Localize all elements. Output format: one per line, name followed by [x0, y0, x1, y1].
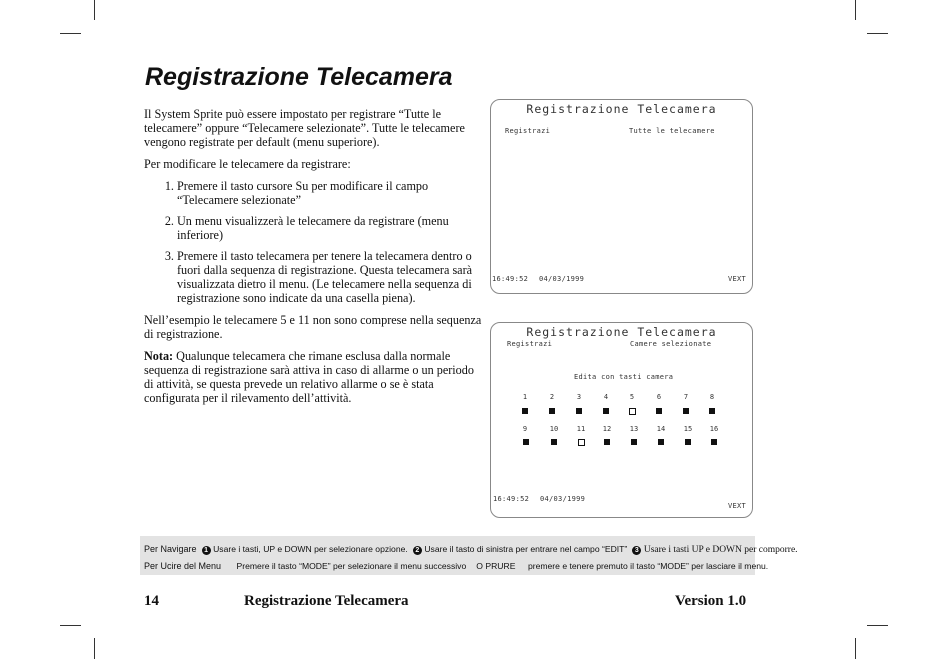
- camera-grid: [491, 323, 752, 517]
- steps-list: [144, 179, 484, 305]
- camera-status-box: [709, 408, 715, 414]
- camera-status-box: [656, 408, 662, 414]
- camera-number: 7: [683, 393, 689, 401]
- camera-status-box: [551, 439, 557, 445]
- note-paragraph: [144, 349, 484, 405]
- footer-version: Version 1.0: [675, 593, 747, 609]
- note-text: Qualunque telecamera che rimane esclusa dalla normale sequenza di registrazione sarà attiva in caso di allarme o un periodo di attività, se questa prevede un relativo allarme o se è stata configurata per il rilevamento dell’attività.: [144, 349, 474, 405]
- edit-instruction: Edita con tasti camera: [574, 373, 674, 381]
- navigate-row: [144, 544, 798, 555]
- camera-status-box: [578, 439, 585, 446]
- screen-date: 04/03/1999: [539, 275, 585, 283]
- modify-intro: Per modificare le telecamere da registrare:: [144, 157, 351, 171]
- step-item: 3. Premere il tasto telecamera per tenere la telecamera dentro o fuori dalla sequenza di registrazione. Questa telecamera sarà visualizzata dietro il menu. (Le telecamere nella sequenza di registrazione sono indicate da una casella piena).: [177, 249, 484, 305]
- note-label: Nota:: [144, 349, 174, 363]
- exit-row: [144, 561, 768, 571]
- camera-number: 14: [656, 425, 666, 433]
- page-number: 14: [144, 593, 159, 609]
- camera-status-box: [683, 408, 689, 414]
- camera-status-box: [549, 408, 555, 414]
- navigate-step-3: Usare i tasti UP e DOWN per comporre.: [643, 545, 798, 555]
- crop-mark: [60, 33, 81, 34]
- camera-number: 8: [709, 393, 715, 401]
- camera-status-box: [523, 439, 529, 445]
- body-text: [144, 107, 484, 413]
- page-title: Registrazione Telecamera: [145, 63, 453, 91]
- crop-mark: [867, 625, 888, 626]
- record-field-value: Camere selezionate: [630, 340, 712, 348]
- camera-number: 2: [549, 393, 555, 401]
- crop-mark: [60, 625, 81, 626]
- camera-number: 1: [522, 393, 528, 401]
- crop-mark: [855, 0, 856, 20]
- exit-label: Per Ucire del Menu: [144, 561, 222, 571]
- camera-number: 3: [576, 393, 582, 401]
- camera-number: 12: [602, 425, 612, 433]
- camera-status-box: [685, 439, 691, 445]
- screen-time: 16:49:52: [492, 275, 529, 283]
- exit-step-2: premere e tenere premuto il tasto “MODE” per lasciare il menu.: [527, 561, 769, 571]
- camera-status-box: [631, 439, 637, 445]
- camera-status-box: [522, 408, 528, 414]
- screen-title: Registrazione Telecamera: [526, 325, 717, 339]
- number-one-icon: 1: [202, 546, 211, 555]
- camera-status-box: [604, 439, 610, 445]
- navigate-label: Per Navigare: [144, 544, 197, 554]
- screen-title: Registrazione Telecamera: [526, 102, 717, 116]
- step-item: 2. Un menu visualizzerà le telecamere da registrare (menu inferiore): [177, 214, 484, 242]
- camera-status-box: [576, 408, 582, 414]
- camera-number: 16: [709, 425, 719, 433]
- camera-number: 11: [576, 425, 586, 433]
- camera-number: 4: [603, 393, 609, 401]
- crop-mark: [94, 638, 95, 659]
- footer-section-title: Registrazione Telecamera: [244, 593, 409, 609]
- step-item: 1. Premere il tasto cursore Su per modificare il campo “Telecamere selezionate”: [177, 179, 484, 207]
- camera-number: 15: [683, 425, 693, 433]
- camera-number: 13: [629, 425, 639, 433]
- camera-number: 6: [656, 393, 662, 401]
- record-field-value: Tutte le telecamere: [629, 127, 715, 135]
- screen-mode: VEXT: [727, 275, 746, 283]
- number-two-icon: 2: [413, 546, 422, 555]
- navigation-help-bar: [140, 536, 798, 575]
- camera-status-box: [603, 408, 609, 414]
- camera-status-box: [658, 439, 664, 445]
- camera-status-box: [711, 439, 717, 445]
- screen-time: 16:49:52: [493, 495, 530, 503]
- camera-number: 5: [629, 393, 635, 401]
- screen-all-cameras: [490, 99, 753, 294]
- camera-number: 9: [522, 425, 528, 433]
- crop-mark: [867, 33, 888, 34]
- intro-paragraph: Il System Sprite può essere impostato per registrare “Tutte le telecamere” oppure “Telecamere selezionate”. Tutte le telecamere vengono registrate per default (menu superiore).: [144, 107, 465, 149]
- crop-mark: [94, 0, 95, 20]
- camera-status-box: [629, 408, 636, 415]
- navigate-step-2: Usare il tasto di sinistra per entrare nel campo “EDIT”: [424, 544, 628, 554]
- screen-date: 04/03/1999: [540, 495, 586, 503]
- record-field-label: Registrazi: [507, 340, 553, 348]
- screen-mode: VEXT: [727, 502, 746, 510]
- crop-mark: [855, 638, 856, 659]
- record-field-label: Registrazi: [505, 127, 551, 135]
- screen-selected-cameras: [490, 322, 753, 518]
- exit-or: O PRURE: [476, 561, 516, 571]
- navigate-step-1: Usare i tasti, UP e DOWN per selezionare opzione.: [213, 544, 408, 554]
- example-paragraph: Nell’esempio le telecamere 5 e 11 non sono comprese nella sequenza di registrazione.: [144, 313, 482, 341]
- exit-step-1: Premere il tasto “MODE” per selezionare il menu successivo: [236, 561, 467, 571]
- number-three-icon: 3: [632, 546, 641, 555]
- camera-number: 10: [549, 425, 559, 433]
